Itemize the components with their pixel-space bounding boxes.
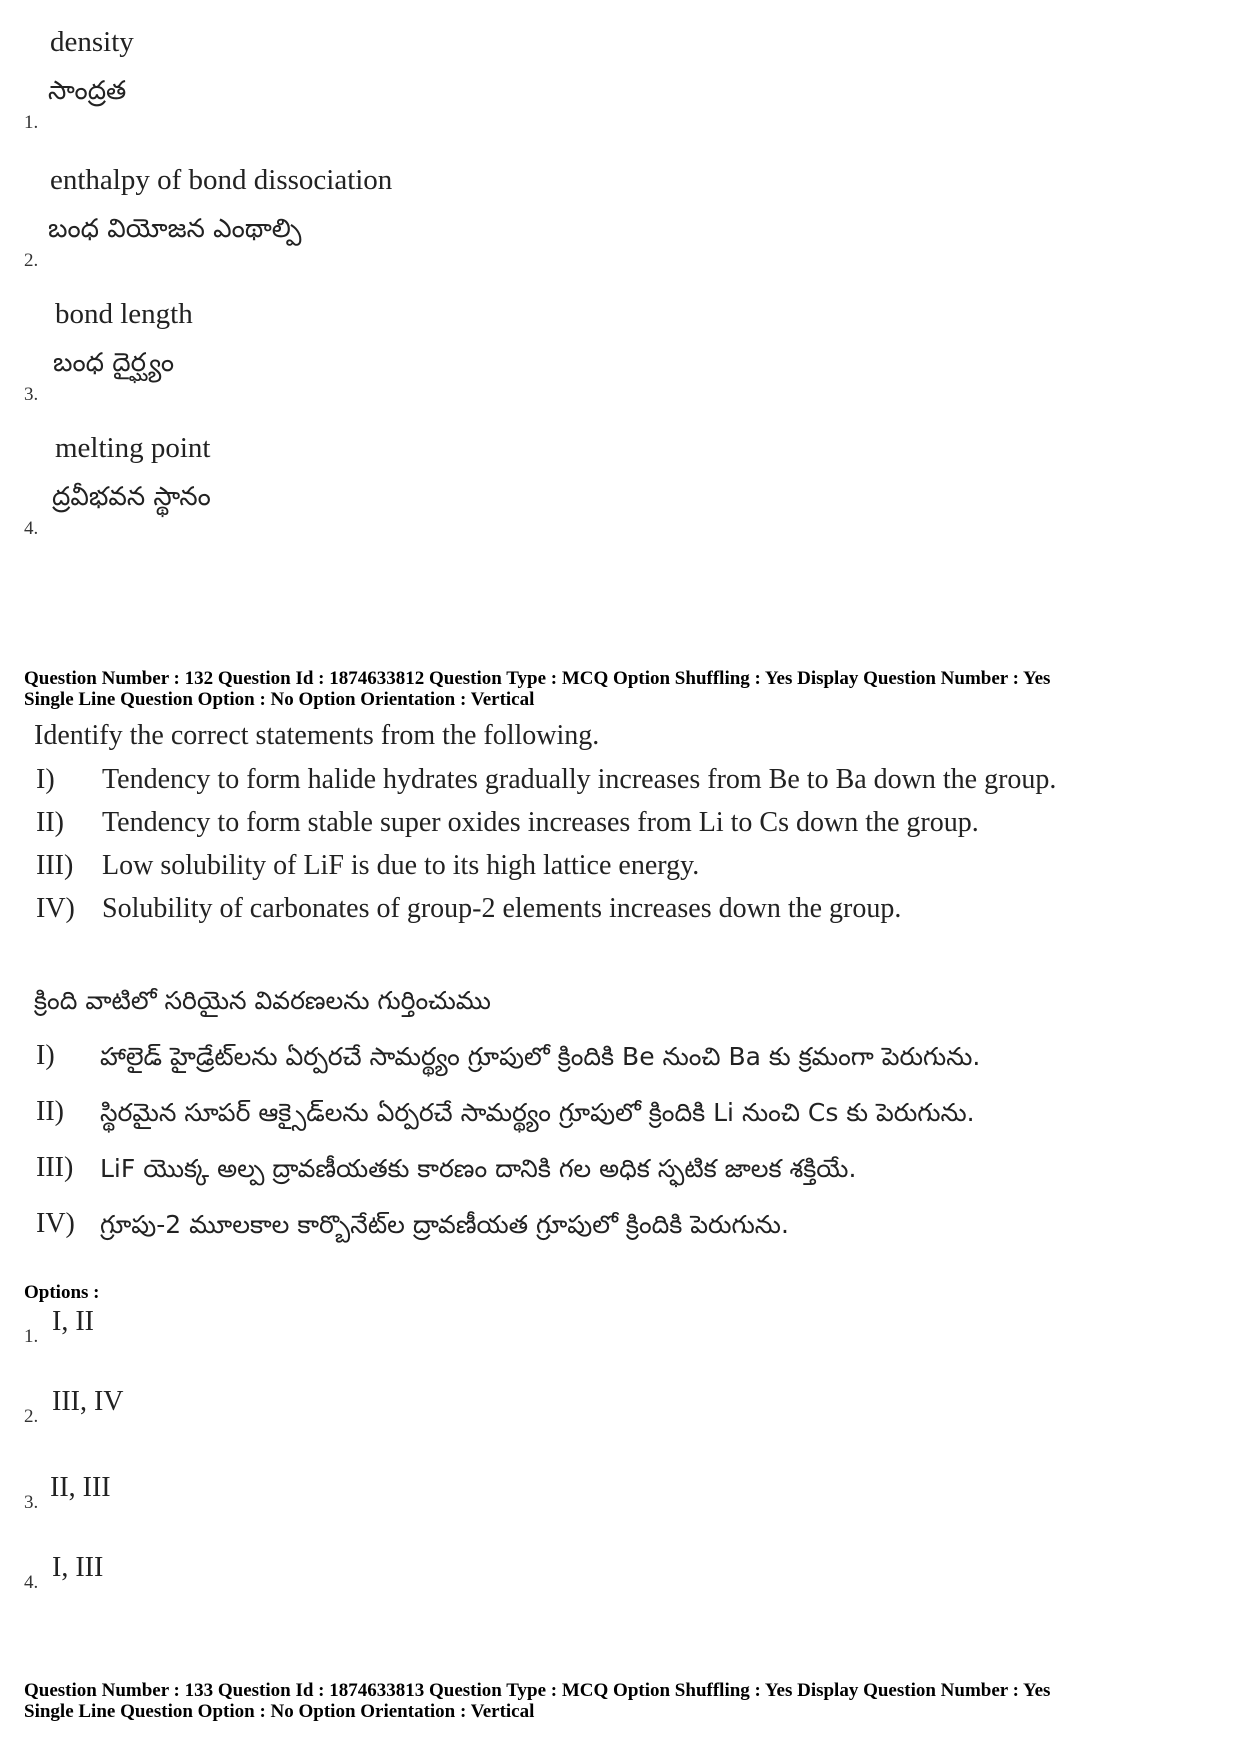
prev-option-1-number: 1. xyxy=(24,112,39,133)
statement-en-4: Solubility of carbonates of group-2 elements increases down the group. xyxy=(102,893,902,924)
prev-option-2-number: 2. xyxy=(24,250,39,271)
question-meta-line-1: Question Number : 132 Question Id : 1874633812 Question Type : MCQ Option Shuffling : Yes Display Question Number : Yes xyxy=(24,668,1051,689)
statement-te-2: స్థిరమైన సూపర్ ఆక్సైడ్‌లను ఏర్పరచే సామర్థ్యం గ్రూపులో క్రిందికి Li నుంచి Cs కు పెరుగును. xyxy=(100,1098,975,1127)
statement-en-4-roman: IV) xyxy=(36,893,75,924)
option-3-value: II, III xyxy=(50,1472,111,1503)
statement-te-1: హాలైడ్ హైడ్రేట్‌లను ఏర్పరచే సామర్థ్యం గ్రూపులో క్రిందికి Be నుంచి Ba కు క్రమంగా పెరుగును. xyxy=(100,1042,981,1071)
option-1-value: I, II xyxy=(52,1306,94,1337)
options-label: Options : xyxy=(24,1282,100,1303)
statement-te-1-roman: I) xyxy=(36,1040,55,1071)
statement-en-1: Tendency to form halide hydrates gradually increases from Be to Ba down the group. xyxy=(102,764,1057,795)
option-4-value: I, III xyxy=(52,1552,104,1583)
question-stem-te: క్రింది వాటిలో సరియైన వివరణలను గుర్తించుము xyxy=(34,986,491,1015)
statement-en-3: Low solubility of LiF is due to its high lattice energy. xyxy=(102,850,700,881)
prev-option-1-te: సాంద్రత xyxy=(48,76,127,106)
statement-te-2-roman: II) xyxy=(36,1096,64,1127)
prev-option-3-number: 3. xyxy=(24,384,39,405)
prev-option-1-en: density xyxy=(50,26,134,58)
statement-en-2-roman: II) xyxy=(36,807,64,838)
question-meta-line-2: Single Line Question Option : No Option Orientation : Vertical xyxy=(24,1701,535,1722)
statement-te-3: LiF యొక్క అల్ప ద్రావణీయతకు కారణం దానికి గల అధిక స్ఫటిక జాలక శక్తియే. xyxy=(100,1154,857,1183)
prev-option-2-te: బంధ వియోజన ఎంథాల్పి xyxy=(48,214,302,244)
option-4-number: 4. xyxy=(24,1572,39,1593)
statement-en-3-roman: III) xyxy=(36,850,74,881)
option-1-number: 1. xyxy=(24,1326,39,1347)
option-2-value: III, IV xyxy=(52,1386,124,1417)
statement-te-4: గ్రూపు-2 మూలకాల కార్బొనేట్‌ల ద్రావణీయత గ్రూపులో క్రిందికి పెరుగును. xyxy=(100,1210,789,1239)
option-3-number: 3. xyxy=(24,1492,39,1513)
option-2-number: 2. xyxy=(24,1406,39,1427)
prev-option-4-number: 4. xyxy=(24,518,39,539)
statement-en-1-roman: I) xyxy=(36,764,55,795)
prev-option-4-en: melting point xyxy=(55,432,211,464)
statement-en-2: Tendency to form stable super oxides increases from Li to Cs down the group. xyxy=(102,807,979,838)
statement-te-3-roman: III) xyxy=(36,1152,74,1183)
statement-te-4-roman: IV) xyxy=(36,1208,75,1239)
question-meta-line-2: Single Line Question Option : No Option Orientation : Vertical xyxy=(24,689,535,710)
prev-option-3-en: bond length xyxy=(55,298,193,330)
question-meta-line-1: Question Number : 133 Question Id : 1874633813 Question Type : MCQ Option Shuffling : Yes Display Question Number : Yes xyxy=(24,1680,1051,1701)
prev-option-3-te: బంధ దైర్ఘ్యం xyxy=(53,348,175,378)
prev-option-2-en: enthalpy of bond dissociation xyxy=(50,164,393,196)
prev-option-4-te: ద్రవీభవన స్థానం xyxy=(52,482,211,512)
question-stem-en: Identify the correct statements from the following. xyxy=(34,720,600,751)
